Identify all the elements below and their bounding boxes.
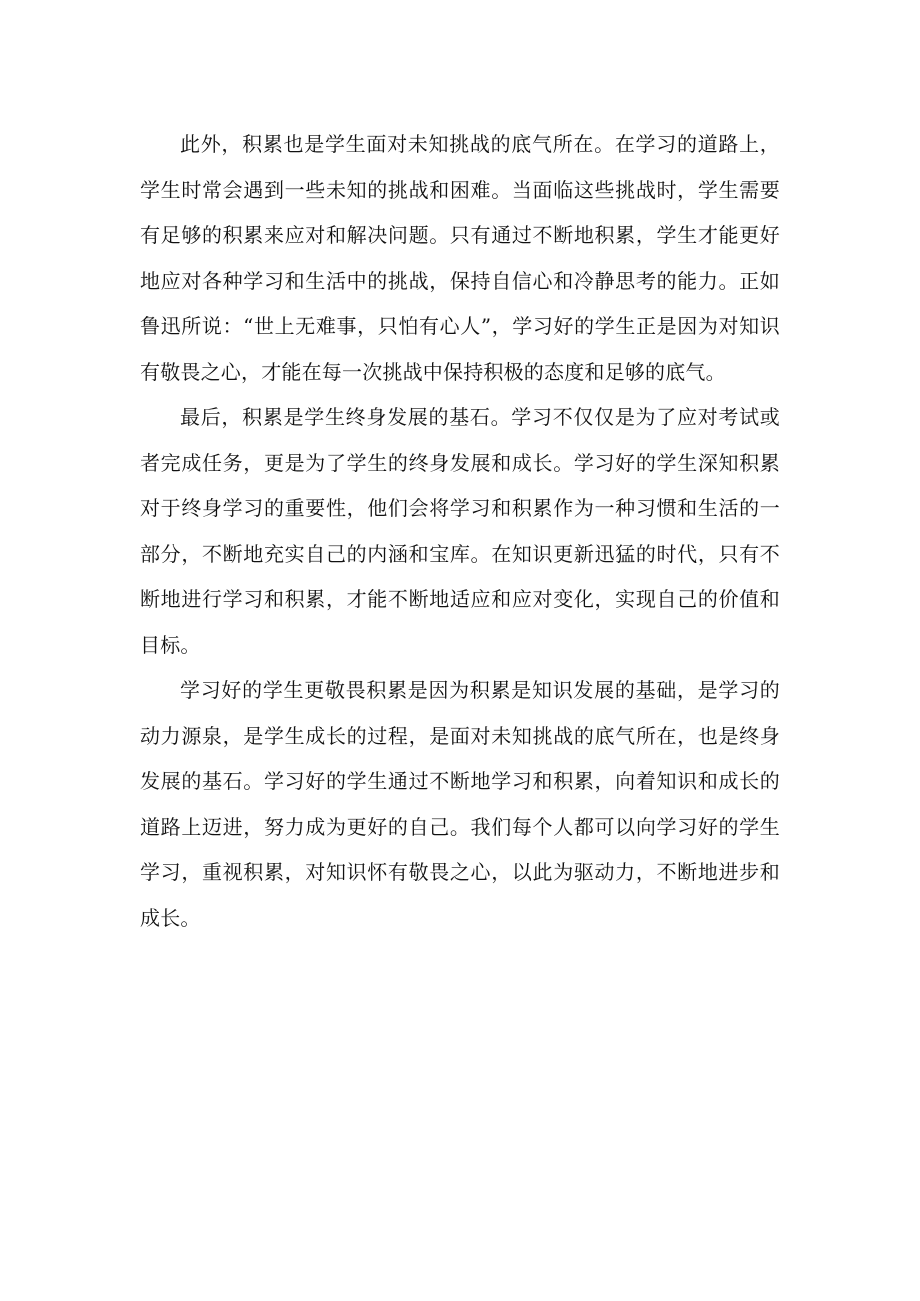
paragraph-3: 学习好的学生更敬畏积累是因为积累是知识发展的基础，是学习的动力源泉，是学生成长的过程，是面对未知挑战的底气所在，也是终身发展的基石。学习好的学生通过不断地学习和积累，向着知识和成长的道路上迈进，努力成为更好的自己。我们每个人都可以向学习好的学生学习，重视积累，对知识怀有敬畏之心，以此为驱动力，不断地进步和成长。 bbox=[140, 678, 780, 930]
paragraph-1: 此外，积累也是学生面对未知挑战的底气所在。在学习的道路上，学生时常会遇到一些未知的挑战和困难。当面临这些挑战时，学生需要有足够的积累来应对和解决问题。只有通过不断地积累，学生才能更好地应对各种学习和生活中的挑战，保持自信心和冷静思考的能力。正如鲁迅所说：“世上无难事，只怕有心人”，学习好的学生正是因为对知识有敬畏之心，才能在每一次挑战中保持积极的态度和足够的底气。 bbox=[140, 132, 780, 384]
paragraph-2: 最后，积累是学生终身发展的基石。学习不仅仅是为了应对考试或者完成任务，更是为了学生的终身发展和成长。学习好的学生深知积累对于终身学习的重要性，他们会将学习和积累作为一种习惯和生活的一部分，不断地充实自己的内涵和宝库。在知识更新迅猛的时代，只有不断地进行学习和积累，才能不断地适应和应对变化，实现自己的价值和目标。 bbox=[140, 405, 780, 657]
document-body bbox=[140, 122, 780, 941]
